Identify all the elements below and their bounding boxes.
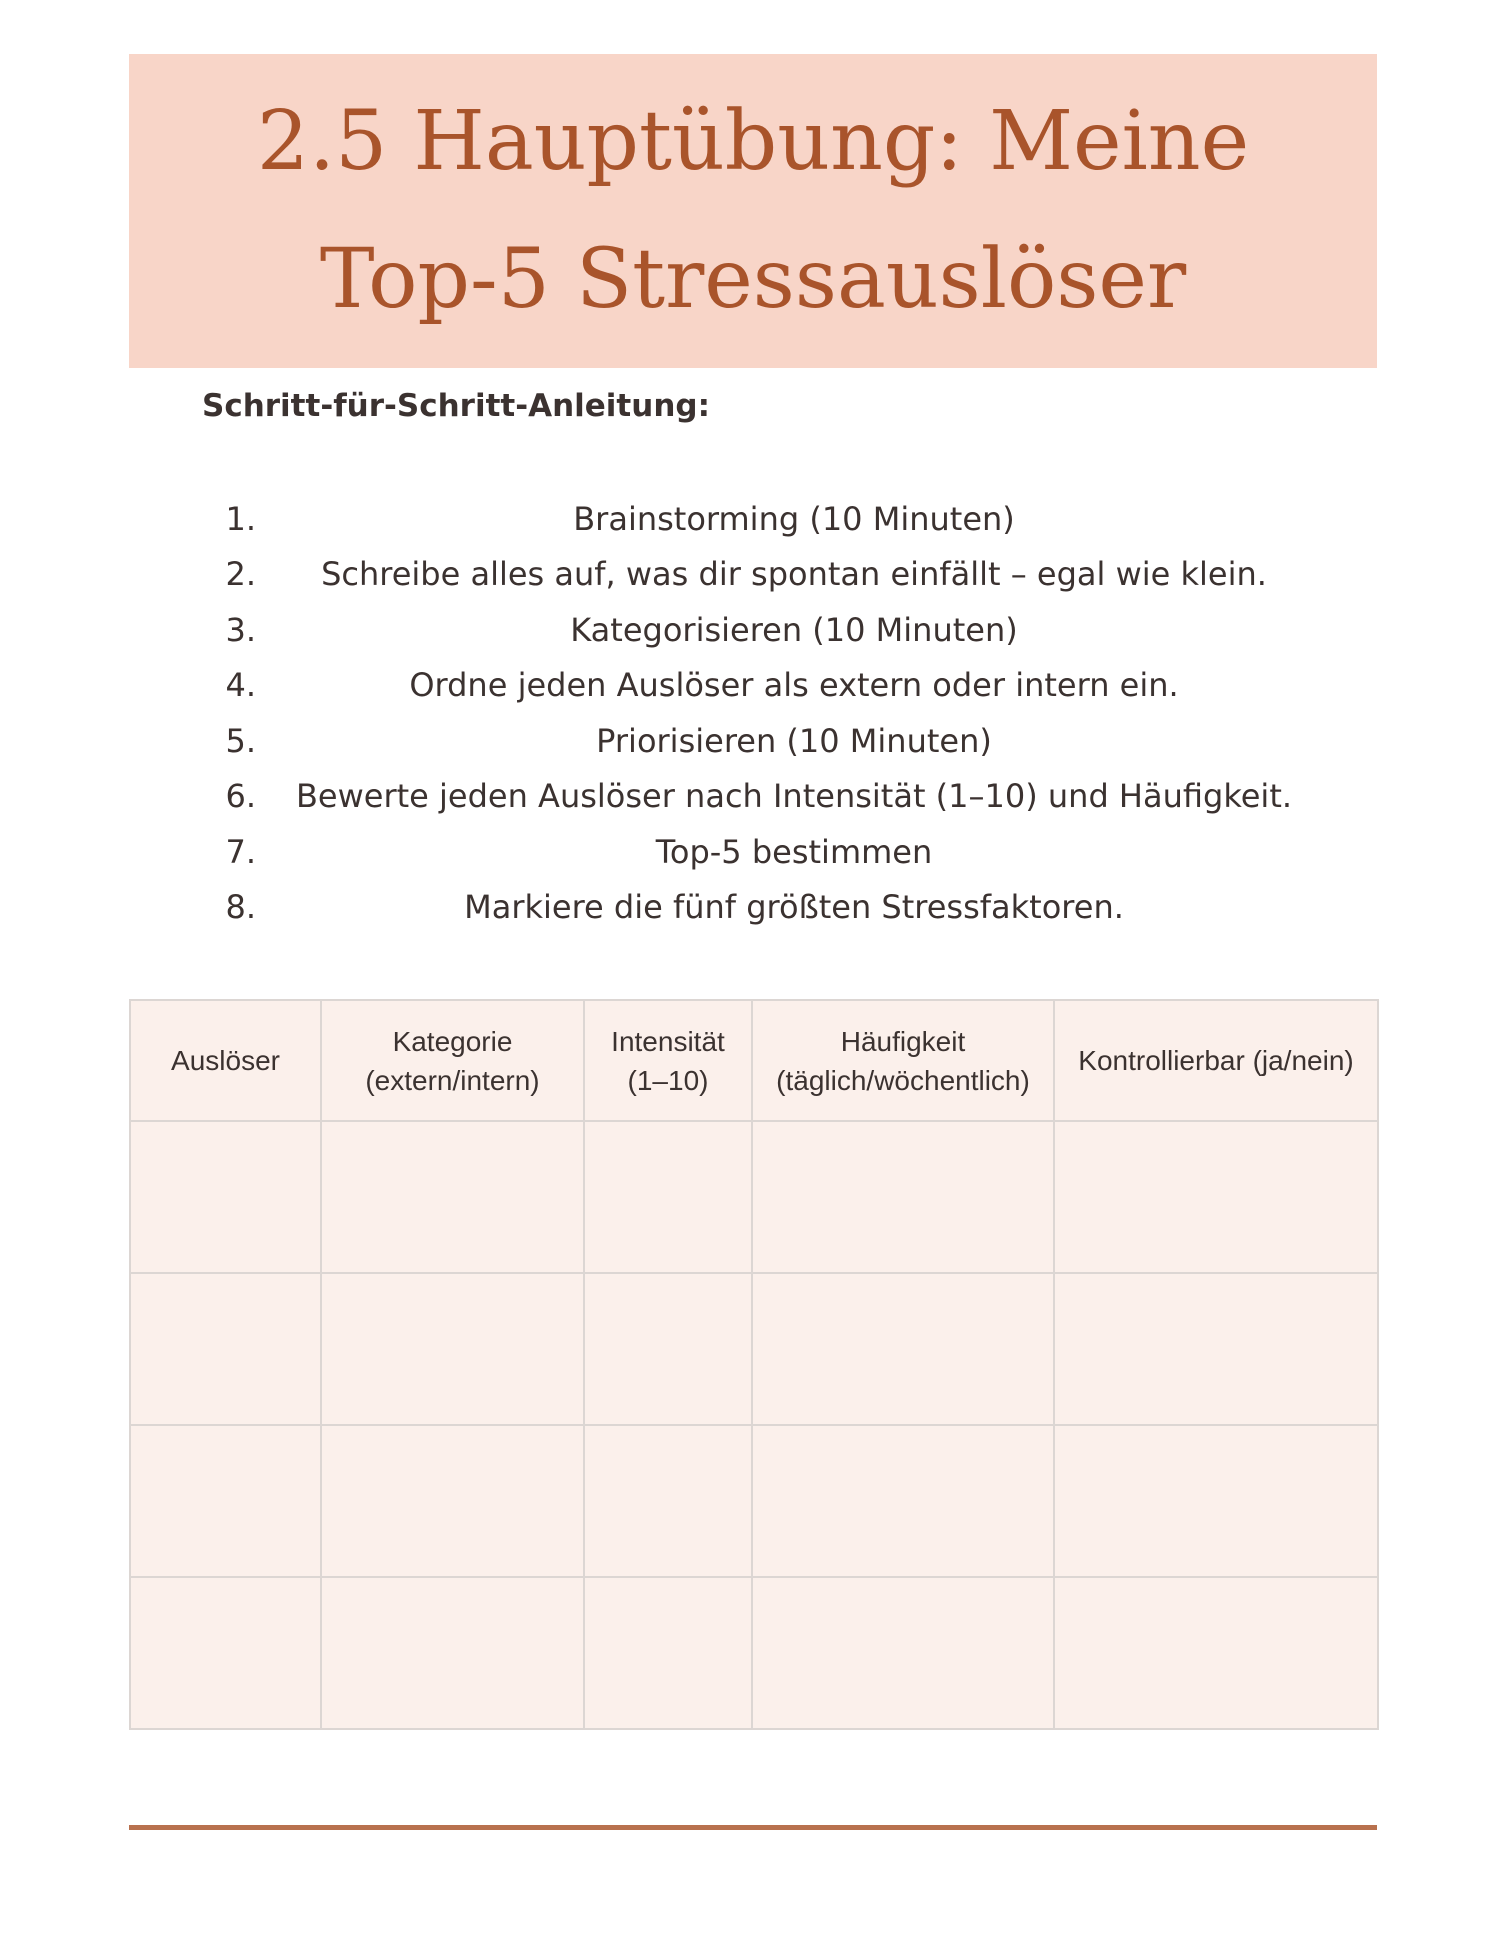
table-cell-category[interactable] <box>321 1577 584 1729</box>
page-title-line-2: Top-5 Stressauslöser <box>319 232 1187 327</box>
table-cell-trigger[interactable] <box>130 1273 321 1425</box>
table-cell-category[interactable] <box>321 1425 584 1577</box>
table-cell-controllable[interactable] <box>1054 1425 1378 1577</box>
table-cell-category[interactable] <box>321 1121 584 1273</box>
step-text: Kategorisieren (10 Minuten) <box>570 610 1018 649</box>
column-header-line: Kategorie <box>392 1025 513 1057</box>
step-text: Brainstorming (10 Minuten) <box>573 499 1015 538</box>
table-cell-trigger[interactable] <box>130 1425 321 1577</box>
column-header-line: (täglich/wöchentlich) <box>776 1064 1030 1096</box>
column-header-trigger <box>130 1000 321 1121</box>
list-item <box>202 547 1322 603</box>
column-header-line: (1–10) <box>627 1064 709 1096</box>
list-item <box>202 880 1322 936</box>
step-number: 1. <box>225 499 256 538</box>
step-number: 3. <box>225 610 256 649</box>
column-header-line: Häufigkeit <box>840 1025 966 1057</box>
table-cell-trigger[interactable] <box>130 1577 321 1729</box>
column-header-line: (extern/intern) <box>365 1064 540 1096</box>
list-item <box>202 658 1322 714</box>
table-cell-intensity[interactable] <box>584 1577 752 1729</box>
column-header-controllable <box>1054 1000 1378 1121</box>
table-cell-intensity[interactable] <box>584 1273 752 1425</box>
column-header-category <box>321 1000 584 1121</box>
table-cell-intensity[interactable] <box>584 1121 752 1273</box>
table-row <box>130 1273 1378 1425</box>
table-cell-intensity[interactable] <box>584 1425 752 1577</box>
table-row <box>130 1425 1378 1577</box>
step-number: 6. <box>225 777 256 816</box>
column-header-frequency <box>752 1000 1054 1121</box>
page-title-line-1: 2.5 Hauptübung: Meine <box>256 94 1250 189</box>
table-cell-controllable[interactable] <box>1054 1121 1378 1273</box>
step-number: 7. <box>225 832 256 871</box>
step-number: 5. <box>225 721 256 760</box>
title-banner <box>129 54 1377 368</box>
step-number: 8. <box>225 888 256 927</box>
step-text: Schreibe alles auf, was dir spontan einfällt – egal wie klein. <box>321 555 1267 594</box>
table-cell-trigger[interactable] <box>130 1121 321 1273</box>
table-header-row <box>130 1000 1378 1121</box>
table-cell-category[interactable] <box>321 1273 584 1425</box>
list-item <box>202 491 1322 547</box>
step-text: Priorisieren (10 Minuten) <box>596 721 992 760</box>
list-item <box>202 769 1322 825</box>
list-item <box>202 602 1322 658</box>
step-number: 2. <box>225 555 256 594</box>
table-row <box>130 1121 1378 1273</box>
table-cell-frequency[interactable] <box>752 1577 1054 1729</box>
instruction-steps-list <box>202 491 1322 935</box>
table-cell-frequency[interactable] <box>752 1273 1054 1425</box>
column-header-intensity <box>584 1000 752 1121</box>
step-text: Markiere die fünf größten Stressfaktoren. <box>464 888 1124 927</box>
list-item <box>202 824 1322 880</box>
footer-divider <box>129 1825 1377 1830</box>
stress-trigger-table <box>129 999 1379 1730</box>
instructions-heading: Schritt-für-Schritt-Anleitung: <box>202 388 710 424</box>
table-row <box>130 1577 1378 1729</box>
list-item <box>202 713 1322 769</box>
column-header-line: Intensität <box>611 1025 725 1057</box>
table-cell-controllable[interactable] <box>1054 1273 1378 1425</box>
step-number: 4. <box>225 666 256 705</box>
step-text: Top-5 bestimmen <box>655 832 933 871</box>
step-text: Ordne jeden Auslöser als extern oder intern ein. <box>409 666 1179 705</box>
table-cell-frequency[interactable] <box>752 1425 1054 1577</box>
step-text: Bewerte jeden Auslöser nach Intensität (1–10) und Häufigkeit. <box>295 777 1293 816</box>
column-header-line: Kontrollierbar (ja/nein) <box>1078 1045 1354 1076</box>
table-cell-frequency[interactable] <box>752 1121 1054 1273</box>
table-cell-controllable[interactable] <box>1054 1577 1378 1729</box>
column-header-line: Auslöser <box>171 1045 280 1076</box>
